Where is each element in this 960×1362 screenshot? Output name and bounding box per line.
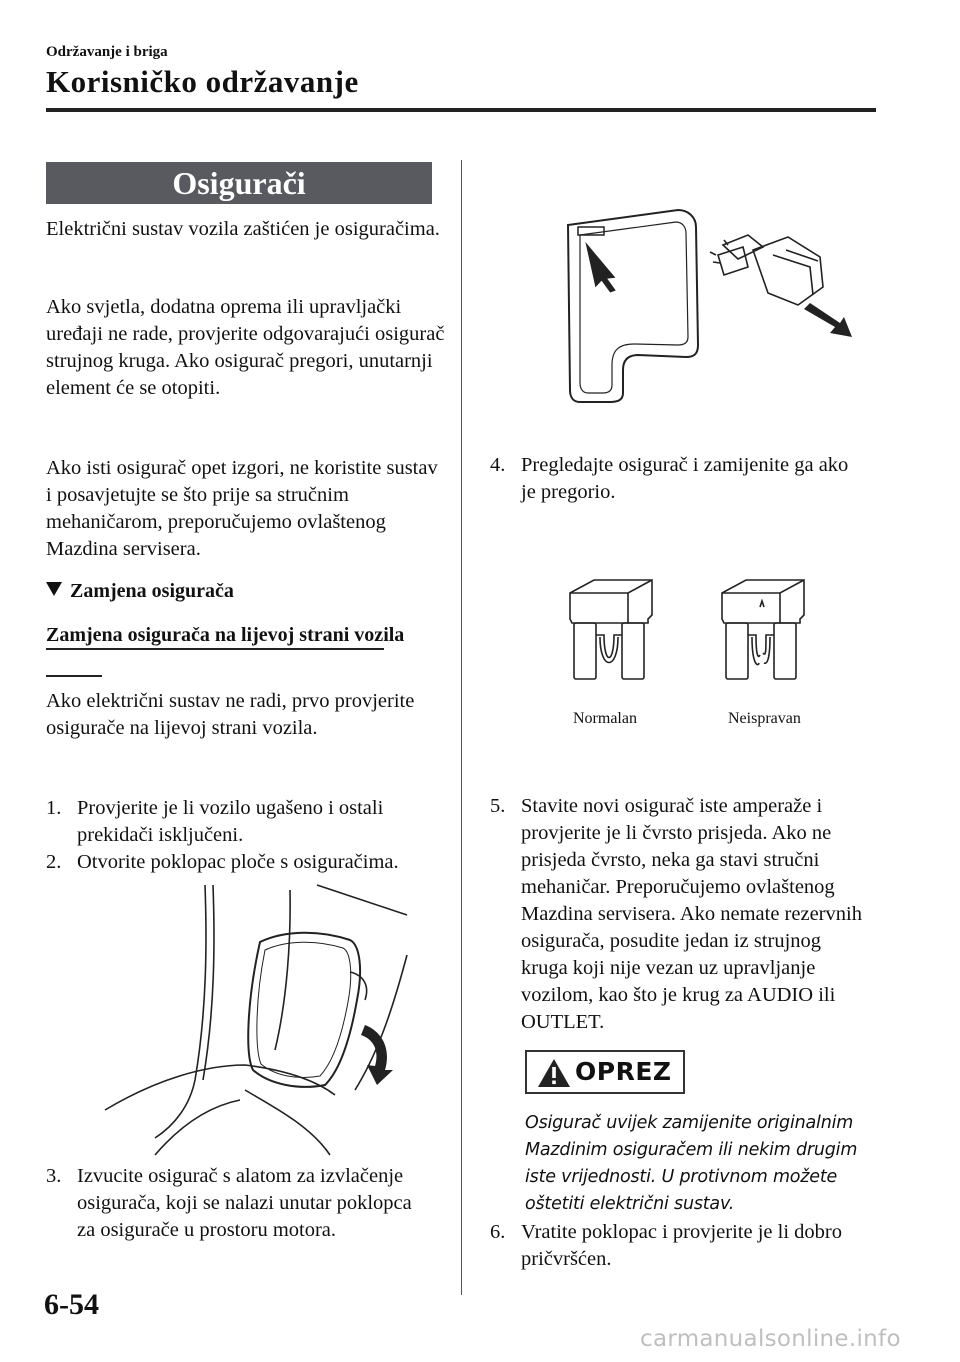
step-number: 6. [490,1221,506,1243]
step-number: 5. [490,795,506,817]
fuse-caption-faulty: Neispravan [728,710,801,727]
step-text: Vratite poklopac i provjerite je li dobro pričvršćen. [521,1221,842,1270]
watermark: carmanualsonline.info [640,1326,901,1352]
fuse-caption-normal: Normalan [573,710,637,727]
step-5 [490,793,890,1043]
page-number: 6-54 [44,1288,99,1321]
sub-subheading: Zamjena osigurača na lijevoj strani vozila [46,624,405,646]
normal-fuse-illustration [564,575,660,685]
subheading [46,580,234,603]
caution-text: Osigurač uvijek zamijenite originalnim Mazdinim osiguračem ili nekim drugim iste vrijednosti. U protivnom možete oštetiti električni sustav. [525,1113,858,1214]
sub-subheading-underline [46,675,102,677]
step-text: Pregledajte osigurač i zamijenite ga ako je pregorio. [521,454,849,503]
fuse-puller-illustration [548,205,858,405]
step-4 [490,452,890,512]
section-label: Održavanje i briga [46,44,168,60]
step-text: Otvorite poklopac ploče s osiguračima. [77,851,399,873]
section-banner: Osigurači [46,162,432,204]
intro-paragraph-3: Ako isti osigurač opet izgori, ne koristite sustav i posavjetujte se što prije sa stručnim mehaničarom, preporučujemo ovlaštenog Mazdina servisera. [46,457,438,560]
step-text: Izvucite osigurač s alatom za izvlačenje osigurača, koji se nalazi unutar poklopca za osigurače u prostoru motora. [77,1165,412,1241]
step-number: 2. [46,851,62,873]
header-rule [46,108,876,112]
step-3 [46,1163,446,1283]
intro-paragraph-1: Električni sustav vozila zaštićen je osiguračima. [46,218,440,240]
caution-box [525,1050,685,1094]
intro-paragraph-2: Ako svjetla, dodatna oprema ili upravljački uređaji ne rade, provjerite odgovarajući osigurač strujnog kruga. Ako osigurač pregori, unutarnji element će se otopiti. [46,296,445,399]
left-side-paragraph: Ako električni sustav ne radi, prvo provjerite osigurače na lijevoj strani vozila. [46,690,415,739]
faulty-fuse-illustration [716,575,812,685]
page-title: Korisničko održavanje [46,64,359,99]
caution-label: OPREZ [575,1057,672,1086]
step-1 [46,795,456,855]
warning-icon [537,1058,571,1088]
fuse-panel-illustration [95,880,425,1155]
step-number: 4. [490,454,506,476]
step-6 [490,1219,890,1279]
subheading-text: Zamjena osigurača [70,580,234,602]
column-divider [461,160,462,1295]
step-text: Provjerite je li vozilo ugašeno i ostali prekidači isključeni. [77,797,384,846]
step-text: Stavite novi osigurač iste amperaže i provjerite je li čvrsto prisjeda. Ako ne prisjeda čvrsto, neka ga stavi stručni mehaničar. Preporučujemo ovlaštenog Mazdina servisera. Ako nemate rezervnih osigurača, posudite jedan iz strujnog kruga koji nije vezan uz upravljanje vozilom, kao što je krug za AUDIO ili OUTLET. [521,795,862,1033]
step-number: 1. [46,797,62,819]
step-2 [46,849,456,879]
sub-subheading-underline [46,648,384,650]
triangle-bullet-icon [46,582,62,596]
step-number: 3. [46,1165,62,1187]
